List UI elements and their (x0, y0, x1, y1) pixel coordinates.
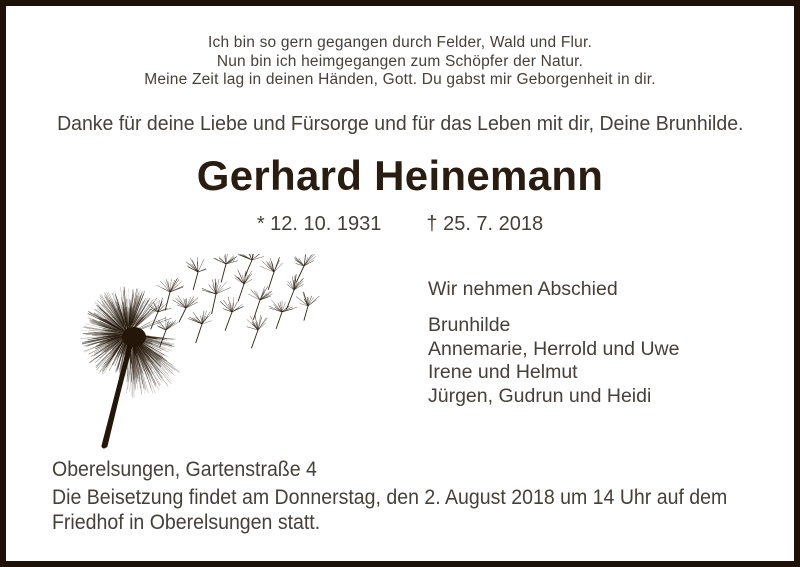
birth-date: * 12. 10. 1931 (256, 213, 382, 235)
farewell-block (428, 278, 679, 408)
dandelion-icon (46, 254, 376, 464)
mourners-list (428, 314, 679, 408)
mourner-line: Annemarie, Herrold und Uwe (428, 337, 680, 360)
deceased-name: Gerhard Heinemann (196, 152, 604, 199)
verse-line: Meine Zeit lag in deinen Händen, Gott. Du gabst mir Geborgenheit in dir. (144, 71, 656, 88)
life-dates (6, 213, 794, 236)
funeral-info: Die Beisetzung findet am Donnerstag, den 2. August 2018 um 14 Uhr auf dem Friedhof in Oberelsungen statt. (52, 486, 728, 534)
mourner-line: Jürgen, Gudrun und Heidi (428, 384, 652, 407)
farewell-heading: Wir nehmen Abschied (428, 278, 618, 300)
dandelion-illustration (46, 254, 376, 464)
death-date: † 25. 7. 2018 (426, 213, 544, 235)
verse-line: Nun bin ich heimgegangen zum Schöpfer der Natur. (216, 52, 584, 70)
mourner-line: Irene und Helmut (428, 361, 578, 383)
address-line: Oberelsungen, Gartenstraße 4 (52, 458, 317, 481)
memorial-verse (6, 34, 794, 90)
mourner-line: Brunhilde (428, 314, 511, 336)
verse-line: Ich bin so gern gegangen durch Felder, Wald und Flur. (208, 34, 592, 51)
obituary-content (6, 6, 794, 561)
thanks-line: Danke für deine Liebe und Fürsorge und für das Leben mit dir, Deine Brunhilde. (56, 112, 744, 135)
